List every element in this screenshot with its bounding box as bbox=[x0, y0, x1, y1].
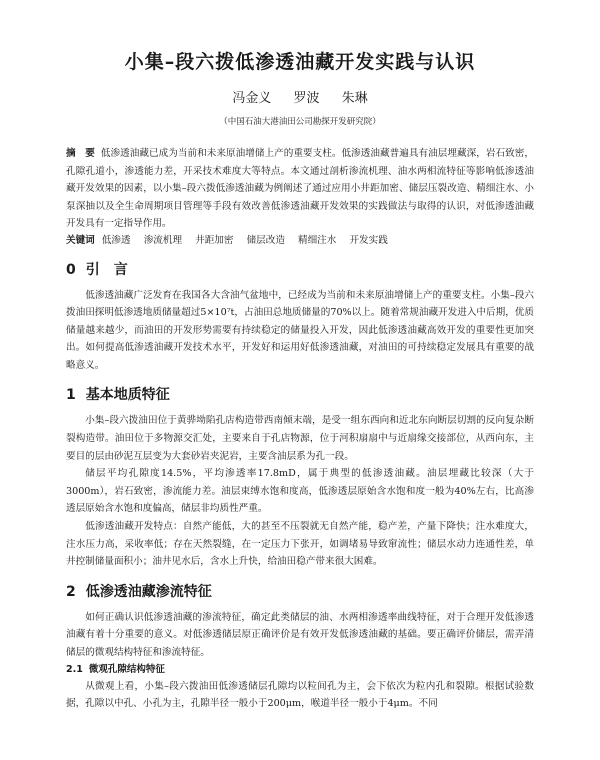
body-paragraph: 储层平均孔隙度14.5%，平均渗透率17.8mD，属于典型的低渗透油藏。油层埋藏比较深（大于3000m），岩石致密，渗流能力差。油层束缚水饱和度高，低渗透层原始含水饱和度一般为40%左右，比高渗透层原始含水饱和度偏高，储层非均质性严重。 bbox=[66, 468, 534, 515]
author-list bbox=[66, 90, 534, 108]
body-paragraph: 低渗透油藏开发特点：自然产能低，大的甚至不压裂就无自然产能，稳产差，产量下降快；注水难度大，注水压力高，采收率低；存在天然裂缝，在一定压力下张开，如调堵易导致窜流性；储层水动力连通性差，单井控制储量面积小；油井见水后，含水上升快，给油田稳产带来很大困难。 bbox=[66, 521, 534, 568]
section-title: 引 言 bbox=[85, 261, 128, 278]
author-name: 冯金义 bbox=[232, 91, 272, 106]
keyword: 渗流机理 bbox=[143, 234, 183, 246]
keywords bbox=[66, 233, 534, 249]
section-heading-flow bbox=[66, 581, 534, 603]
keyword: 低渗透 bbox=[101, 234, 131, 246]
section-title: 基本地质特征 bbox=[85, 387, 170, 404]
section-number: 1 bbox=[66, 387, 76, 404]
body-paragraph: 如何正确认识低渗透油藏的渗流特征，确定此类储层的油、水两相渗透率曲线特征，对于合理开发低渗透油藏有着十分重要的意义。对低渗透储层原正确评价是有效开发低渗透油藏的基础。要正确评价储层，需弄清储层的微观结构特征和渗流特征。 bbox=[66, 611, 534, 658]
author-name: 罗波 bbox=[293, 91, 320, 106]
keyword: 开发实践 bbox=[349, 234, 388, 246]
keywords-label: 关键词 bbox=[66, 234, 95, 246]
author-name: 朱琳 bbox=[341, 91, 368, 106]
body-paragraph: 低渗透油藏广泛发育在我国各大含油气盆地中，已经成为当前和未来原油增储上产的重要支柱。小集–段六拨油田探明低渗透地质储量超过5×10⁷t，占油田总地质储量的70%以上。随着常规油藏开发进入中后期，优质储量越来越少，而油田的开发形势需要有持续稳定的储量投入开发，因此低渗透油藏高效开发的重要性更加突出。如何提高低渗透油藏开发技术水平，开发好和运用好低渗透油藏，对油田的可持续稳定发展具有重要的战略意义。 bbox=[66, 289, 534, 371]
abstract-text: 低渗透油藏已成为当前和未来原油增储上产的重要支柱。低渗透油藏普遍具有油层埋藏深，岩石致密，孔隙孔道小，渗透能力差，开采技术难度大等特点。本文通过剖析渗流机理、油水两相流特征等影响低渗透油藏开发效果的因素，以小集–段六拨低渗透油藏为例阐述了通过应用小井距加密、储层压裂改造、精细注水、小泵深抽以及全生命周期项目管理等手段有效改善低渗透油藏开发效果的实践做法与取得的认识，对低渗透油藏开发具有一定指导作用。 bbox=[66, 148, 535, 229]
body-paragraph: 从微观上看，小集–段六拨油田低渗透储层孔隙均以粒间孔为主，会下依次为粒内孔和裂隙。根据试验数据，孔隙以中孔、小孔为主，孔隙半径一般小于200μm，喉道半径一般小于4μm。不同 bbox=[66, 680, 534, 710]
keyword: 井距加密 bbox=[195, 234, 234, 246]
section-heading-geology bbox=[66, 384, 534, 406]
author-affiliation: （中国石油大港油田公司勘探开发研究院） bbox=[219, 117, 381, 127]
subsection-heading bbox=[66, 662, 534, 678]
subsection-number: 2.1 bbox=[66, 663, 83, 675]
paper-title: 小集–段六拨低渗透油藏开发实践与认识 bbox=[124, 51, 476, 73]
abstract-label: 摘 要 bbox=[66, 148, 95, 159]
section-heading-introduction bbox=[66, 259, 534, 281]
keyword: 精细注水 bbox=[298, 234, 337, 246]
section-number: 2 bbox=[66, 583, 76, 600]
section-number: 0 bbox=[66, 261, 76, 278]
abstract bbox=[66, 145, 534, 233]
keyword: 储层改造 bbox=[246, 234, 285, 246]
section-title: 低渗透油藏渗流特征 bbox=[85, 583, 212, 600]
subsection-title: 微观孔隙结构特征 bbox=[88, 663, 165, 675]
body-paragraph: 小集–段六拨油田位于黄骅坳陷孔店构造带西南倾末端，是受一组东西向和近北东向断层切割的反向复杂断裂构造带。油田位于多物源交汇处，主要来自于孔店物源，位于河积扇扇中与近扇缘交接部位，从西向东，主要目的层由砂泥互层变为大套砂岩夹泥岩，主要含油层系为孔一段。 bbox=[66, 415, 534, 462]
